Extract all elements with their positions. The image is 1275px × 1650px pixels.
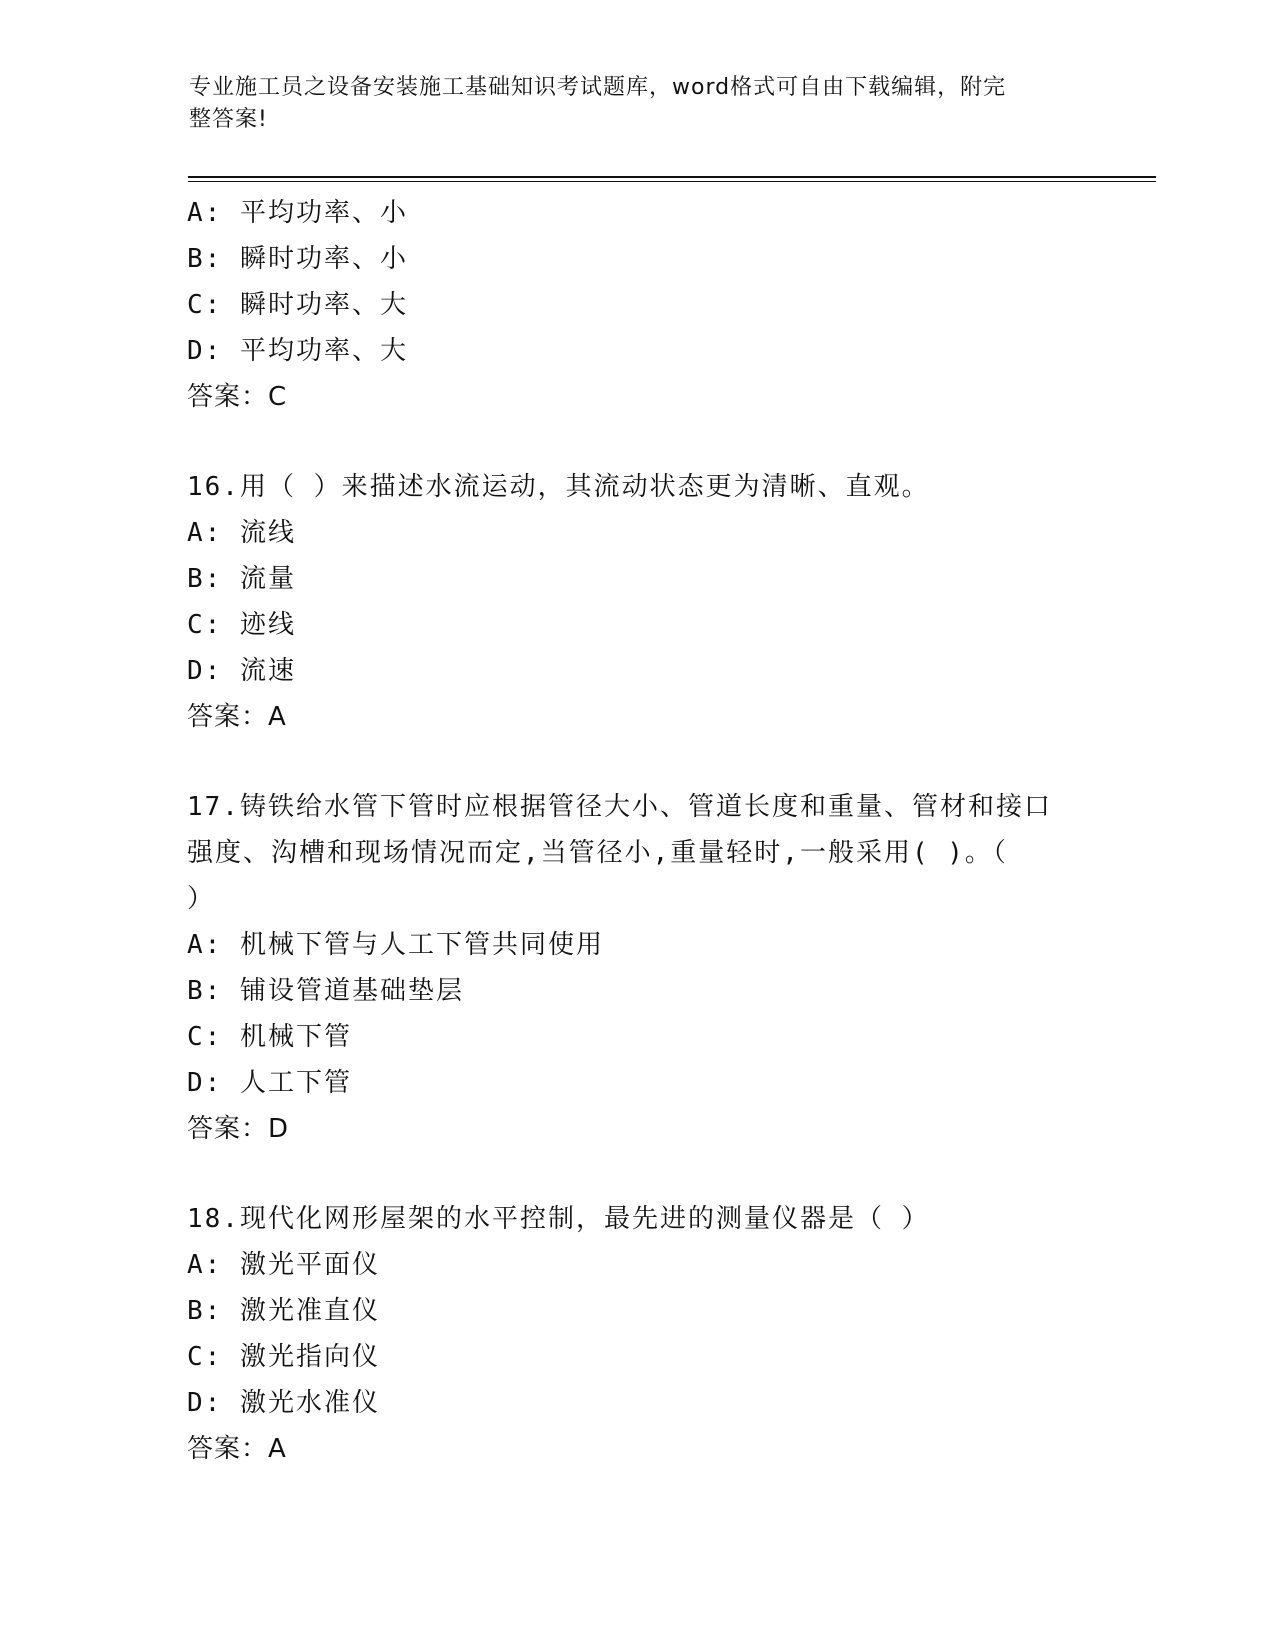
option-d: D: 流速 — [187, 656, 296, 686]
option-d: D: 人工下管 — [187, 1068, 352, 1098]
option-b: B: 瞬时功率、小 — [187, 244, 408, 274]
option-a: A: 激光平面仪 — [187, 1250, 380, 1280]
option-a: A: 平均功率、小 — [187, 198, 408, 228]
option-a: A: 机械下管与人工下管共同使用 — [187, 930, 604, 960]
header-rule-thick — [188, 176, 1156, 178]
option-b: B: 流量 — [187, 564, 296, 594]
spacer — [187, 1152, 1087, 1196]
spacer — [187, 740, 1087, 784]
option-b: B: 铺设管道基础垫层 — [187, 976, 464, 1006]
answer-line: 答案：A — [187, 702, 287, 732]
header-text-line-1: 专业施工员之设备安装施工基础知识考试题库，word格式可自由下载编辑，附完 — [189, 75, 1007, 100]
header-rule-thin — [188, 181, 1156, 182]
question-17 — [187, 784, 1087, 1152]
document-header — [189, 72, 1069, 136]
question-16 — [187, 464, 1087, 740]
option-c: C: 迹线 — [187, 610, 296, 640]
header-text-line-2: 整答案! — [189, 107, 268, 132]
option-c: C: 机械下管 — [187, 1022, 352, 1052]
option-d: D: 激光水准仪 — [187, 1388, 380, 1418]
question-text-line-2: 强度、沟槽和现场情况而定,当管径小,重量轻时,一般采用( )。（ — [187, 838, 1008, 868]
option-d: D: 平均功率、大 — [187, 336, 408, 366]
question-text: 16.用（ ）来描述水流运动，其流动状态更为清晰、直观。 — [187, 472, 930, 502]
answer-line: 答案：C — [187, 382, 288, 412]
question-list — [187, 190, 1087, 1472]
option-a: A: 流线 — [187, 518, 296, 548]
question-text-line-3: ） — [187, 884, 216, 914]
option-b: B: 激光准直仪 — [187, 1296, 380, 1326]
question-text-line-1: 17.铸铁给水管下管时应根据管径大小、管道长度和重量、管材和接口 — [187, 792, 1052, 822]
option-c: C: 瞬时功率、大 — [187, 290, 408, 320]
option-c: C: 激光指向仪 — [187, 1342, 380, 1372]
answer-line: 答案：D — [187, 1114, 290, 1144]
question-text: 18.现代化网形屋架的水平控制，最先进的测量仪器是（ ） — [187, 1204, 930, 1234]
answer-line: 答案：A — [187, 1434, 287, 1464]
spacer — [187, 420, 1087, 464]
question-15 — [187, 190, 1087, 420]
question-18 — [187, 1196, 1087, 1472]
